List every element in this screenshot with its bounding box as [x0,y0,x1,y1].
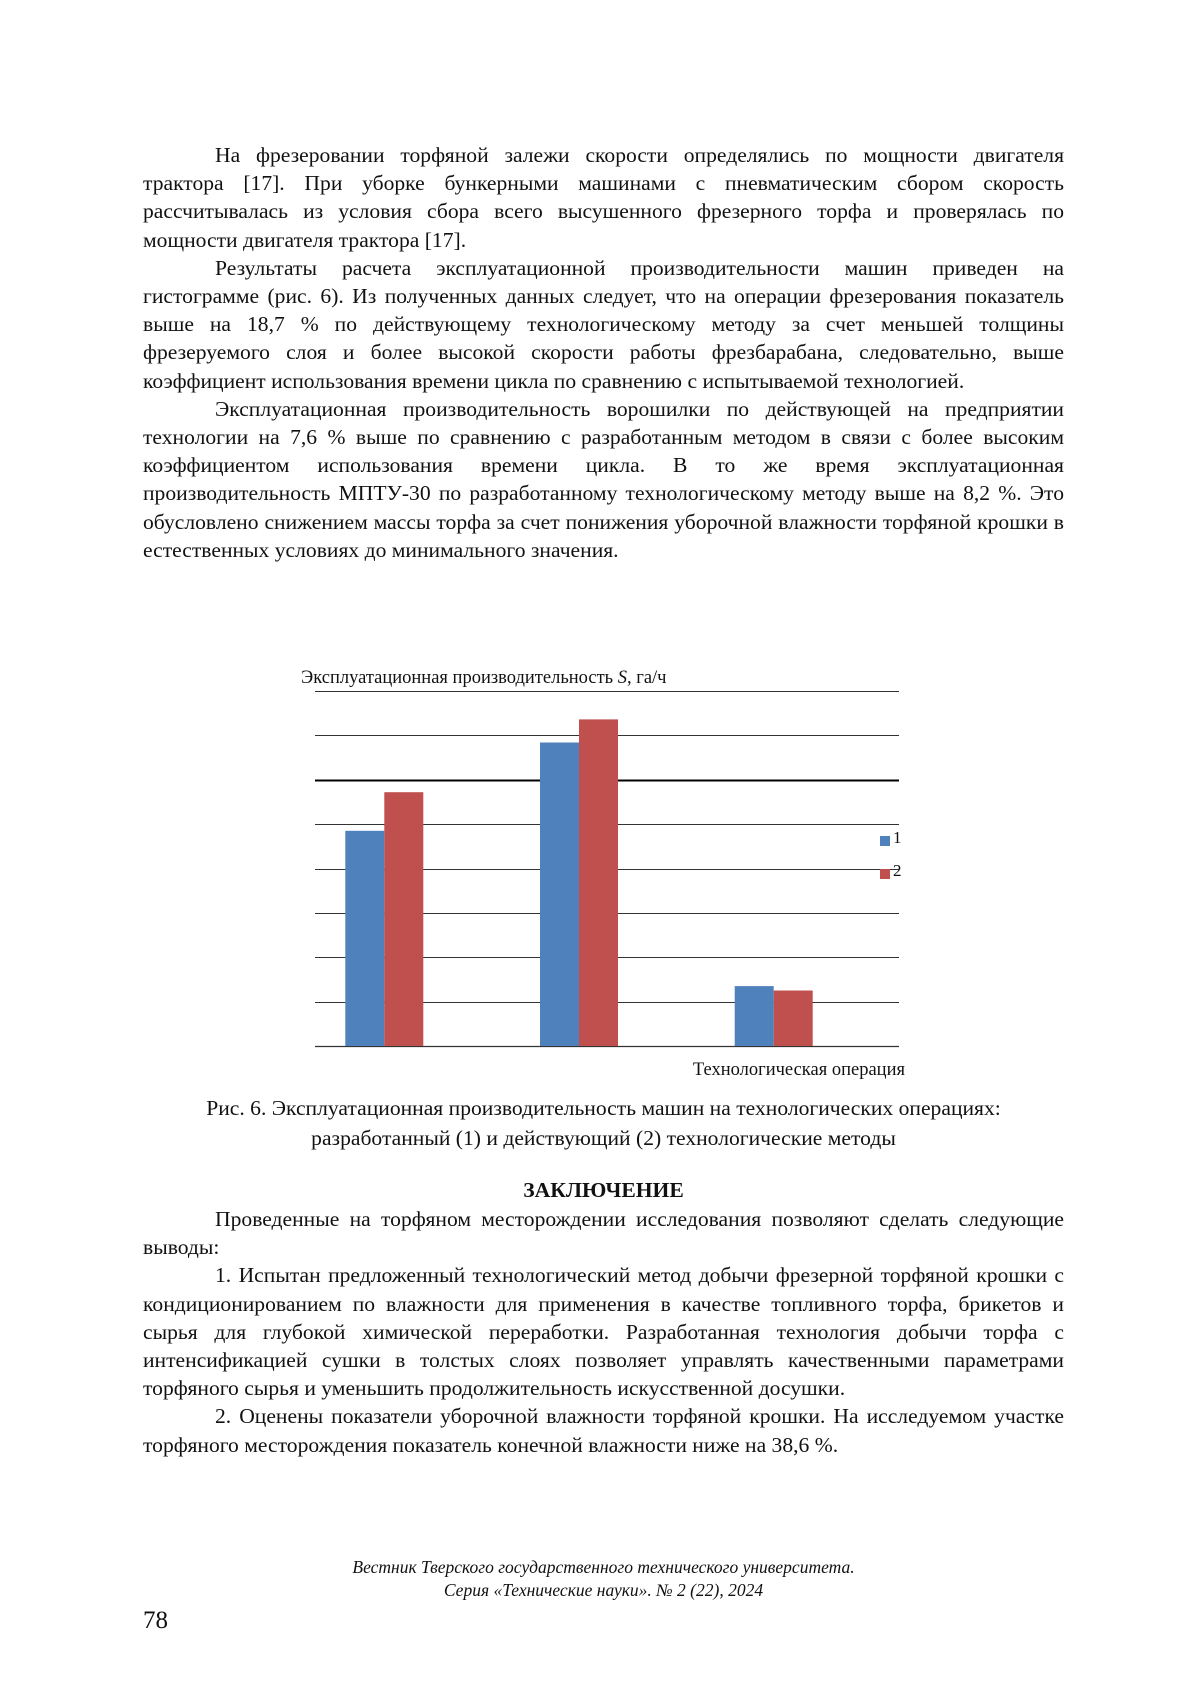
bar-series-2-group-3 [774,991,813,1047]
caption-line-1: Рис. 6. Эксплуатационная производительность машин на технологических операциях: [206,1096,1001,1120]
y-axis-label-suffix: , га/ч [626,668,667,688]
bar-series-2-group-2 [579,719,618,1046]
legend [880,828,902,880]
body-text-top [143,141,1064,564]
paragraph: 1. Испытан предложенный технологический метод добычи фрезерной торфяной крошки с кондиционированием по влажности для применения в качестве топливного торфа, брикетов и сырья для глубокой химической переработки. Разработанная технология добычи торфа с интенсификацией сушки в толстых слоях позволяет управлять качественными параметрами торфяного сырья и уменьшить продолжительность искусственной досушки. [143,1263,1064,1401]
bar-series-1-group-2 [540,743,579,1047]
legend-swatch-1 [880,836,890,846]
body-text-conclusion [143,1205,1064,1459]
paragraph: Проведенные на торфяном месторождении исследования позволяют сделать следующие выводы: [143,1207,1064,1260]
journal-footer [143,1556,1064,1602]
gridlines [315,692,899,1047]
legend-label-1: 1 [893,828,902,847]
section-heading-conclusion: ЗАКЛЮЧЕНИЕ [523,1178,684,1202]
paragraph: Эксплуатационная производительность ворошилки по действующей на предприятии технологии на 7,6 % выше по сравнению с разработанным методом в связи с более высоким коэффициентом использования времени цикла. В то же время эксплуатационная производительность МПТУ-30 по разработанному технологическому методу выше на 8,2 %. Это обусловлено снижением массы торфа за счет понижения уборочной влажности торфяной крошки в естественных условиях до минимального значения. [143,396,1064,562]
y-axis-label [301,668,666,688]
legend-swatch-2 [880,869,890,879]
bars [345,719,812,1046]
paragraph: 2. Оценены показатели уборочной влажности торфяной крошки. На исследуемом участке торфяного месторождения показатель конечной влажности ниже на 38,6 %. [143,1404,1064,1457]
figure-caption [143,1093,1064,1153]
page-number: 78 [143,1607,168,1634]
bar-series-2-group-1 [384,792,423,1046]
bar-series-1-group-1 [345,831,384,1046]
y-axis-label-symbol: S [617,668,627,688]
paragraph: На фрезеровании торфяной залежи скорости определялись по мощности двигателя трактора [17]. При уборке бункерными машинами с пневматическим сбором скорость рассчитывалась из условия сбора всего высушенного фрезерного торфа и проверялась по мощности двигателя трактора [17]. [143,143,1064,252]
y-axis-label-prefix: Эксплуатационная производительность [301,668,618,688]
caption-line-2: разработанный (1) и действующий (2) технологические методы [311,1126,896,1150]
legend-label-2: 2 [893,861,902,880]
paragraph: Результаты расчета эксплуатационной производительности машин приведен на гистограмме (рис. 6). Из полученных данных следует, что на операции фрезерования показатель выше на 18,7 % по действующему технологическому методу за счет меньшей толщины фрезеруемого слоя и более высокой скорости работы фрезбарабана, следовательно, выше коэффициент использования времени цикла по сравнению с испытываемой технологией. [143,255,1064,393]
x-axis-label: Технологическая операция [692,1060,905,1080]
journal-line-1: Вестник Тверского государственного технического университета. [352,1557,855,1577]
bar-series-1-group-3 [735,986,774,1046]
journal-line-2: Серия «Технические науки». № 2 (22), 2024 [443,1580,764,1600]
